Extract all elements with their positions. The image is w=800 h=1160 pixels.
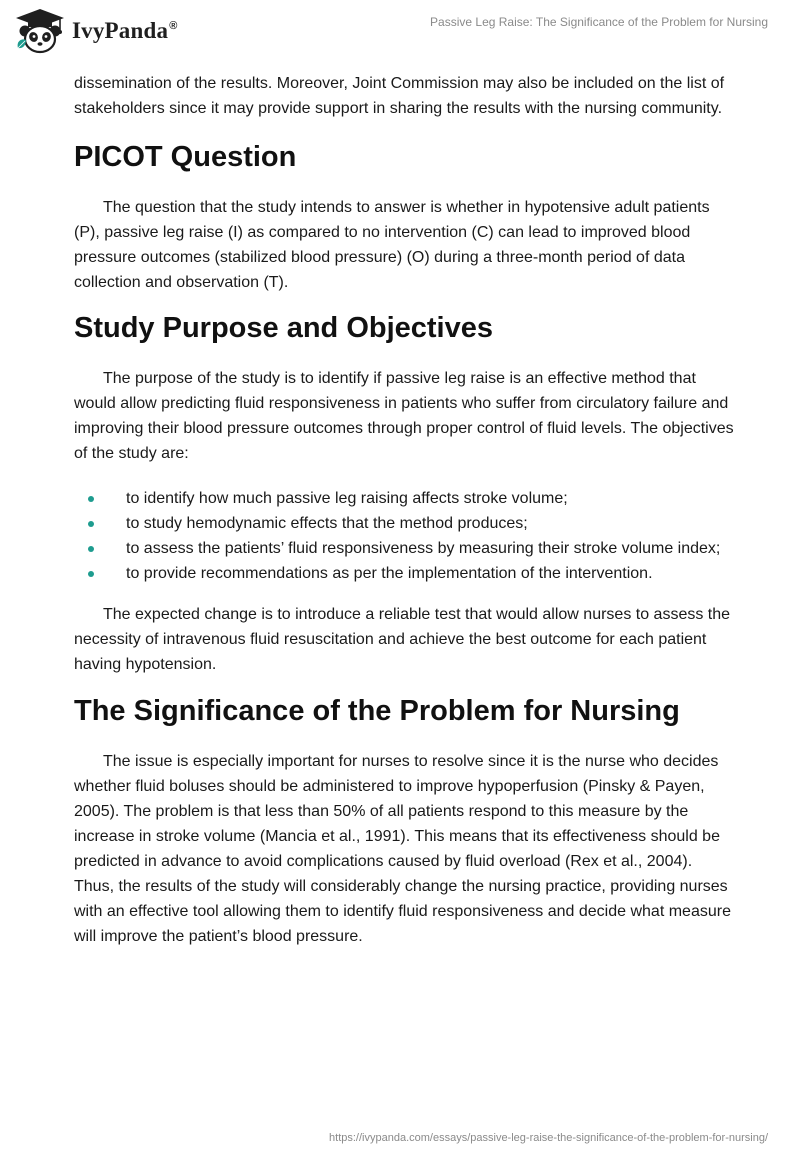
list-item [74,511,734,536]
registered-mark: ® [169,20,178,33]
bullet-icon [88,496,94,502]
essay-content [74,71,734,949]
list-item [74,536,734,561]
objective-text: to identify how much passive leg raising affects stroke volume; [126,490,568,507]
objective-text: to study hemodynamic effects that the method produces; [126,515,528,532]
running-title: Passive Leg Raise: The Significance of the Problem for Nursing [430,15,768,29]
bullet-icon [88,571,94,577]
list-item [74,486,734,511]
objective-text: to provide recommendations as per the implementation of the intervention. [126,565,653,582]
bullet-icon [88,521,94,527]
paragraph-expected-change: The expected change is to introduce a reliable test that would allow nurses to assess the necessity of intravenous fluid resuscitation and achieve the best outcome for each patient having hypotension. [74,606,731,673]
ivypanda-logo[interactable] [14,8,178,54]
bullet-icon [88,546,94,552]
list-item [74,561,734,586]
objectives-list [74,486,734,586]
paragraph-study-purpose: The purpose of the study is to identify if passive leg raise is an effective method that would allow predicting fluid responsiveness in patients who suffer from circulatory failure and improving their blood pressure outcomes through proper control of fluid levels. The objectives of the study are: [74,370,734,462]
heading-significance: The Significance of the Problem for Nursing [74,695,680,727]
intro-paragraph: dissemination of the results. Moreover, Joint Commission may also be included on the list of stakeholders since it may provide support in sharing the results with the nursing community. [74,75,725,117]
source-url[interactable]: https://ivypanda.com/essays/passive-leg-raise-the-significance-of-the-problem-for-nursing/ [329,1132,768,1144]
panda-graduate-icon [14,8,66,54]
heading-study-purpose: Study Purpose and Objectives [74,312,493,344]
paragraph-significance: The issue is especially important for nurses to resolve since it is the nurse who decides whether fluid boluses should be administered to improve hypoperfusion (Pinsky & Payen, 2005). The problem is that less than 50% of all patients respond to this measure by the increase in stroke volume (Mancia et al., 1991). This means that its effectiveness should be predicted in advance to avoid complications caused by fluid overload (Rex et al., 2004). Thus, the results of the study will considerably change the nursing practice, providing nurses with an effective tool allowing them to identify fluid responsiveness and decide what measure will improve the patient’s blood pressure. [74,753,731,945]
objective-text: to assess the patients’ fluid responsiveness by measuring their stroke volume index; [126,540,721,557]
page-header [0,0,800,64]
brand-name: IvyPanda® [72,18,178,43]
paragraph-picot: The question that the study intends to answer is whether in hypotensive adult patients (P), passive leg raise (I) as compared to no intervention (C) can lead to improved blood pressure outcomes (stabilized blood pressure) (O) during a three-month period of data collection and observation (T). [74,199,710,291]
heading-picot-question: PICOT Question [74,141,297,173]
